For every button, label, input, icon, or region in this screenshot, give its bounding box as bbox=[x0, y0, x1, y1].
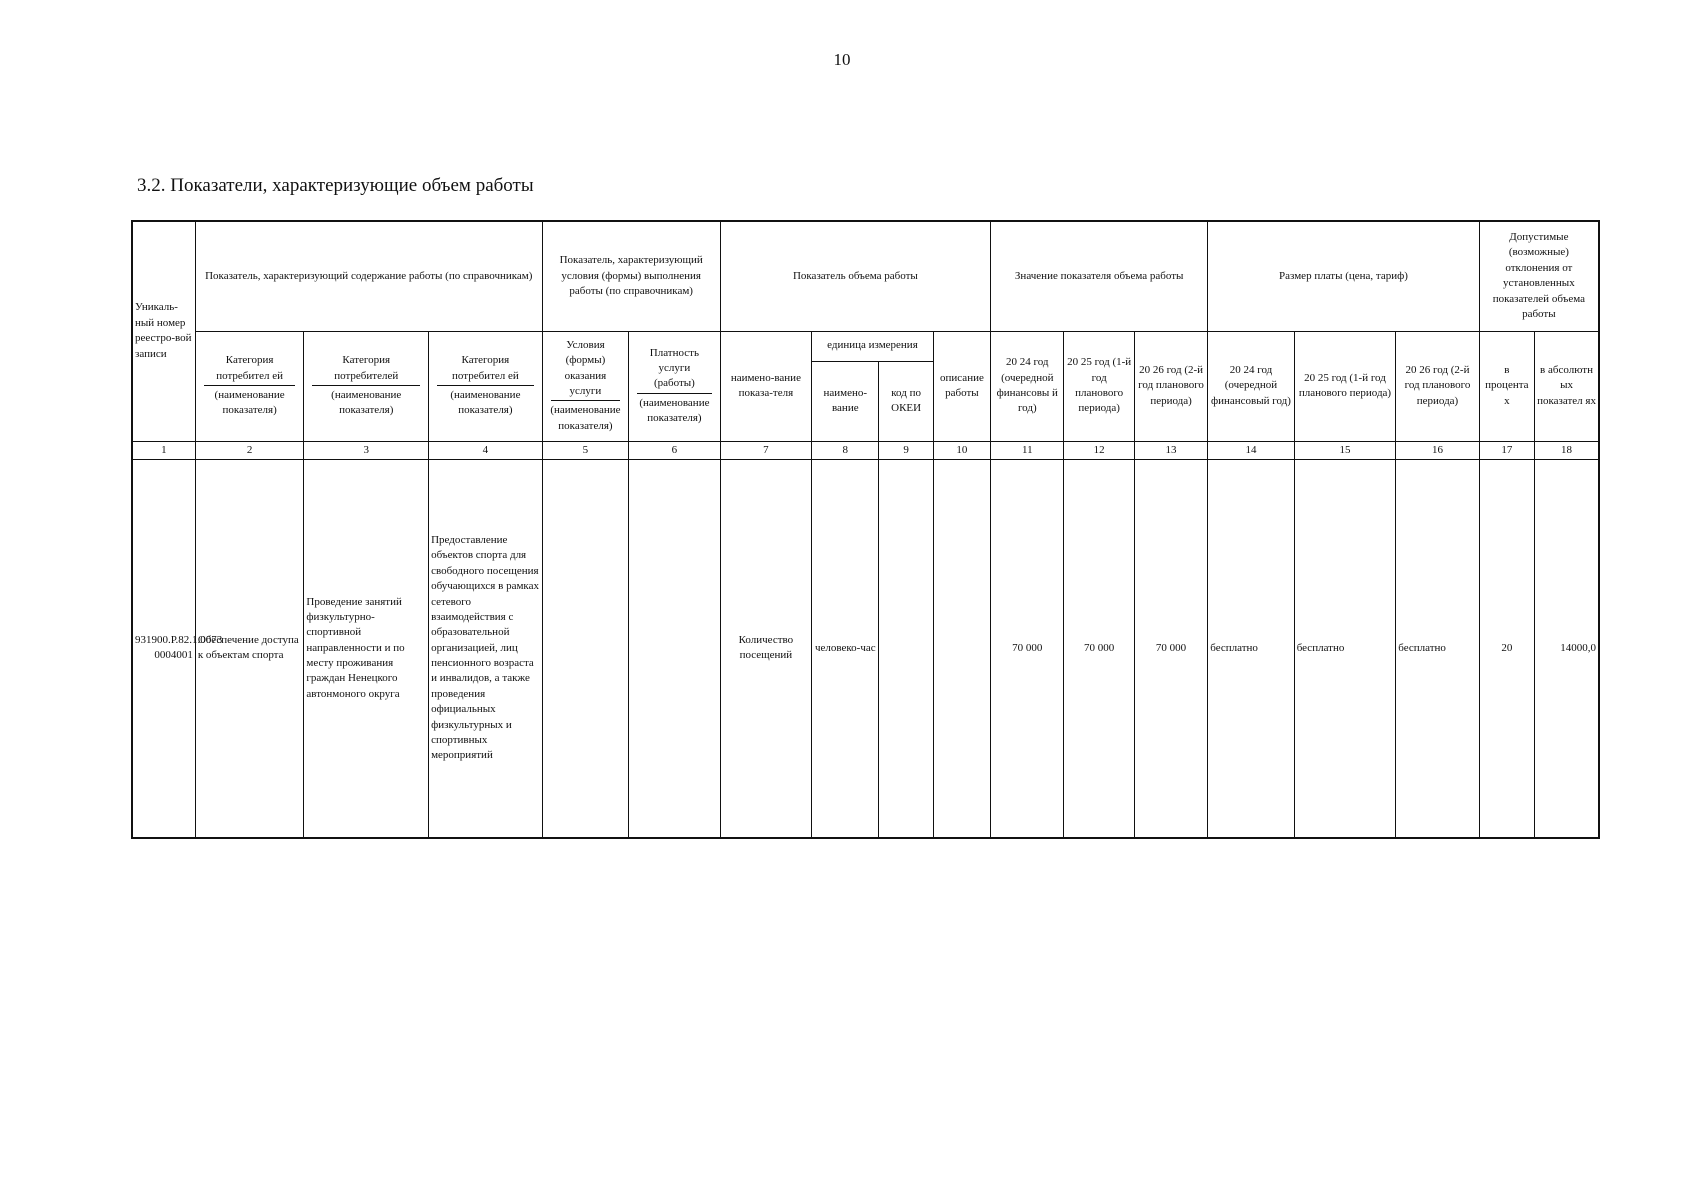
header-category-3 bbox=[429, 331, 543, 441]
cell-unit-name: человеко-час bbox=[812, 459, 879, 838]
column-number: 17 bbox=[1479, 441, 1534, 459]
column-number: 16 bbox=[1396, 441, 1479, 459]
header-unit-okei: код по ОКЕИ bbox=[879, 361, 933, 441]
header-group-payment: Размер платы (цена, тариф) bbox=[1208, 221, 1479, 331]
header-group-value: Значение показателя объема работы bbox=[991, 221, 1208, 331]
cell-indicator-name: Количество посещений bbox=[720, 459, 811, 838]
column-number: 10 bbox=[933, 441, 990, 459]
column-number: 3 bbox=[304, 441, 429, 459]
cell-registry-number: 931900.Р.82.1.0073 0004001 bbox=[132, 459, 195, 838]
cell-deviation-percent: 20 bbox=[1479, 459, 1534, 838]
header-deviation-percent: в процента х bbox=[1479, 331, 1534, 441]
header-value-2026: 20 26 год (2-й год планового периода) bbox=[1134, 331, 1207, 441]
cell-pay-2026: бесплатно bbox=[1396, 459, 1479, 838]
cell-value-2024: 70 000 bbox=[991, 459, 1064, 838]
column-number: 4 bbox=[429, 441, 543, 459]
header-category-3-title: Категория потребител ей bbox=[437, 353, 534, 386]
column-number: 8 bbox=[812, 441, 879, 459]
section-title: 3.2. Показатели, характеризующие объем работы bbox=[137, 175, 534, 196]
column-number: 15 bbox=[1294, 441, 1396, 459]
cell-deviation-absolute: 14000,0 bbox=[1535, 459, 1599, 838]
page-number: 10 bbox=[833, 50, 851, 69]
column-number: 18 bbox=[1535, 441, 1599, 459]
column-number: 13 bbox=[1134, 441, 1207, 459]
column-number-row bbox=[132, 441, 1599, 459]
column-number: 11 bbox=[991, 441, 1064, 459]
table-row bbox=[132, 459, 1599, 838]
header-unit-name: наимено-вание bbox=[812, 361, 879, 441]
column-number: 1 bbox=[132, 441, 195, 459]
header-unique-number: Уникаль-ный номер реестро-вой записи bbox=[132, 221, 195, 441]
cell-paid bbox=[629, 459, 720, 838]
column-number: 2 bbox=[195, 441, 304, 459]
column-number: 14 bbox=[1208, 441, 1294, 459]
header-group-deviation: Допустимые (возможные) отклонения от установленных показателей объема работы bbox=[1479, 221, 1599, 331]
column-number: 7 bbox=[720, 441, 811, 459]
cell-category-3: Предоставление объектов спорта для свободного посещения обучающихся в рамках сетевого взаимодействия с образовательной организацией, лиц пенсионного возраста и инвалидов, а также проведения официальных физкультурных и спортивных мероприятий bbox=[429, 459, 543, 838]
header-paid-sub: (наименование показателя) bbox=[639, 396, 710, 425]
header-deviation-absolute: в абсолютн ых показател ях bbox=[1535, 331, 1599, 441]
header-value-2024: 20 24 год (очередной финансовы й год) bbox=[991, 331, 1064, 441]
header-group-content: Показатель, характеризующий содержание работы (по справочникам) bbox=[195, 221, 542, 331]
header-category-1-sub: (наименование показателя) bbox=[214, 389, 285, 417]
header-paid bbox=[629, 331, 720, 441]
header-category-2 bbox=[304, 331, 429, 441]
header-group-conditions: Показатель, характеризующий условия (формы) выполнения работы (по справочникам) bbox=[542, 221, 720, 331]
column-number: 6 bbox=[629, 441, 720, 459]
header-pay-2026: 20 26 год (2-й год планового периода) bbox=[1396, 331, 1479, 441]
header-unit-group: единица измерения bbox=[812, 331, 934, 361]
header-conditions bbox=[542, 331, 628, 441]
cell-work-description bbox=[933, 459, 990, 838]
cell-value-2026: 70 000 bbox=[1134, 459, 1207, 838]
volume-indicators-table bbox=[131, 220, 1600, 839]
header-paid-title: Платность услуги (работы) bbox=[637, 346, 711, 394]
header-category-2-title: Категория потребителей bbox=[312, 353, 420, 386]
column-number: 5 bbox=[542, 441, 628, 459]
header-group-volume: Показатель объема работы bbox=[720, 221, 990, 331]
cell-value-2025: 70 000 bbox=[1064, 459, 1134, 838]
header-pay-2025: 20 25 год (1-й год планового периода) bbox=[1294, 331, 1396, 441]
cell-category-2: Проведение занятий физкультурно-спортивной направленности и по месту проживания граждан Ненецкого автонмоного округа bbox=[304, 459, 429, 838]
header-conditions-sub: (наименование показателя) bbox=[550, 404, 621, 432]
cell-pay-2025: бесплатно bbox=[1294, 459, 1396, 838]
header-category-1 bbox=[195, 331, 304, 441]
column-number: 12 bbox=[1064, 441, 1134, 459]
cell-category-1: Обеспечение доступа к объектам спорта bbox=[195, 459, 304, 838]
header-conditions-title: Условия (формы) оказания услуги bbox=[551, 338, 620, 402]
column-number: 9 bbox=[879, 441, 933, 459]
header-category-2-sub: (наименование показателя) bbox=[331, 389, 402, 417]
cell-unit-okei bbox=[879, 459, 933, 838]
cell-pay-2024: бесплатно bbox=[1208, 459, 1294, 838]
header-work-description: описание работы bbox=[933, 331, 990, 441]
header-indicator-name: наимено-вание показа-теля bbox=[720, 331, 811, 441]
header-value-2025: 20 25 год (1-й год планового периода) bbox=[1064, 331, 1134, 441]
header-category-1-title: Категория потребител ей bbox=[204, 353, 296, 386]
header-pay-2024: 20 24 год (очередной финансовый год) bbox=[1208, 331, 1294, 441]
cell-conditions bbox=[542, 459, 628, 838]
header-category-3-sub: (наименование показателя) bbox=[450, 389, 521, 417]
